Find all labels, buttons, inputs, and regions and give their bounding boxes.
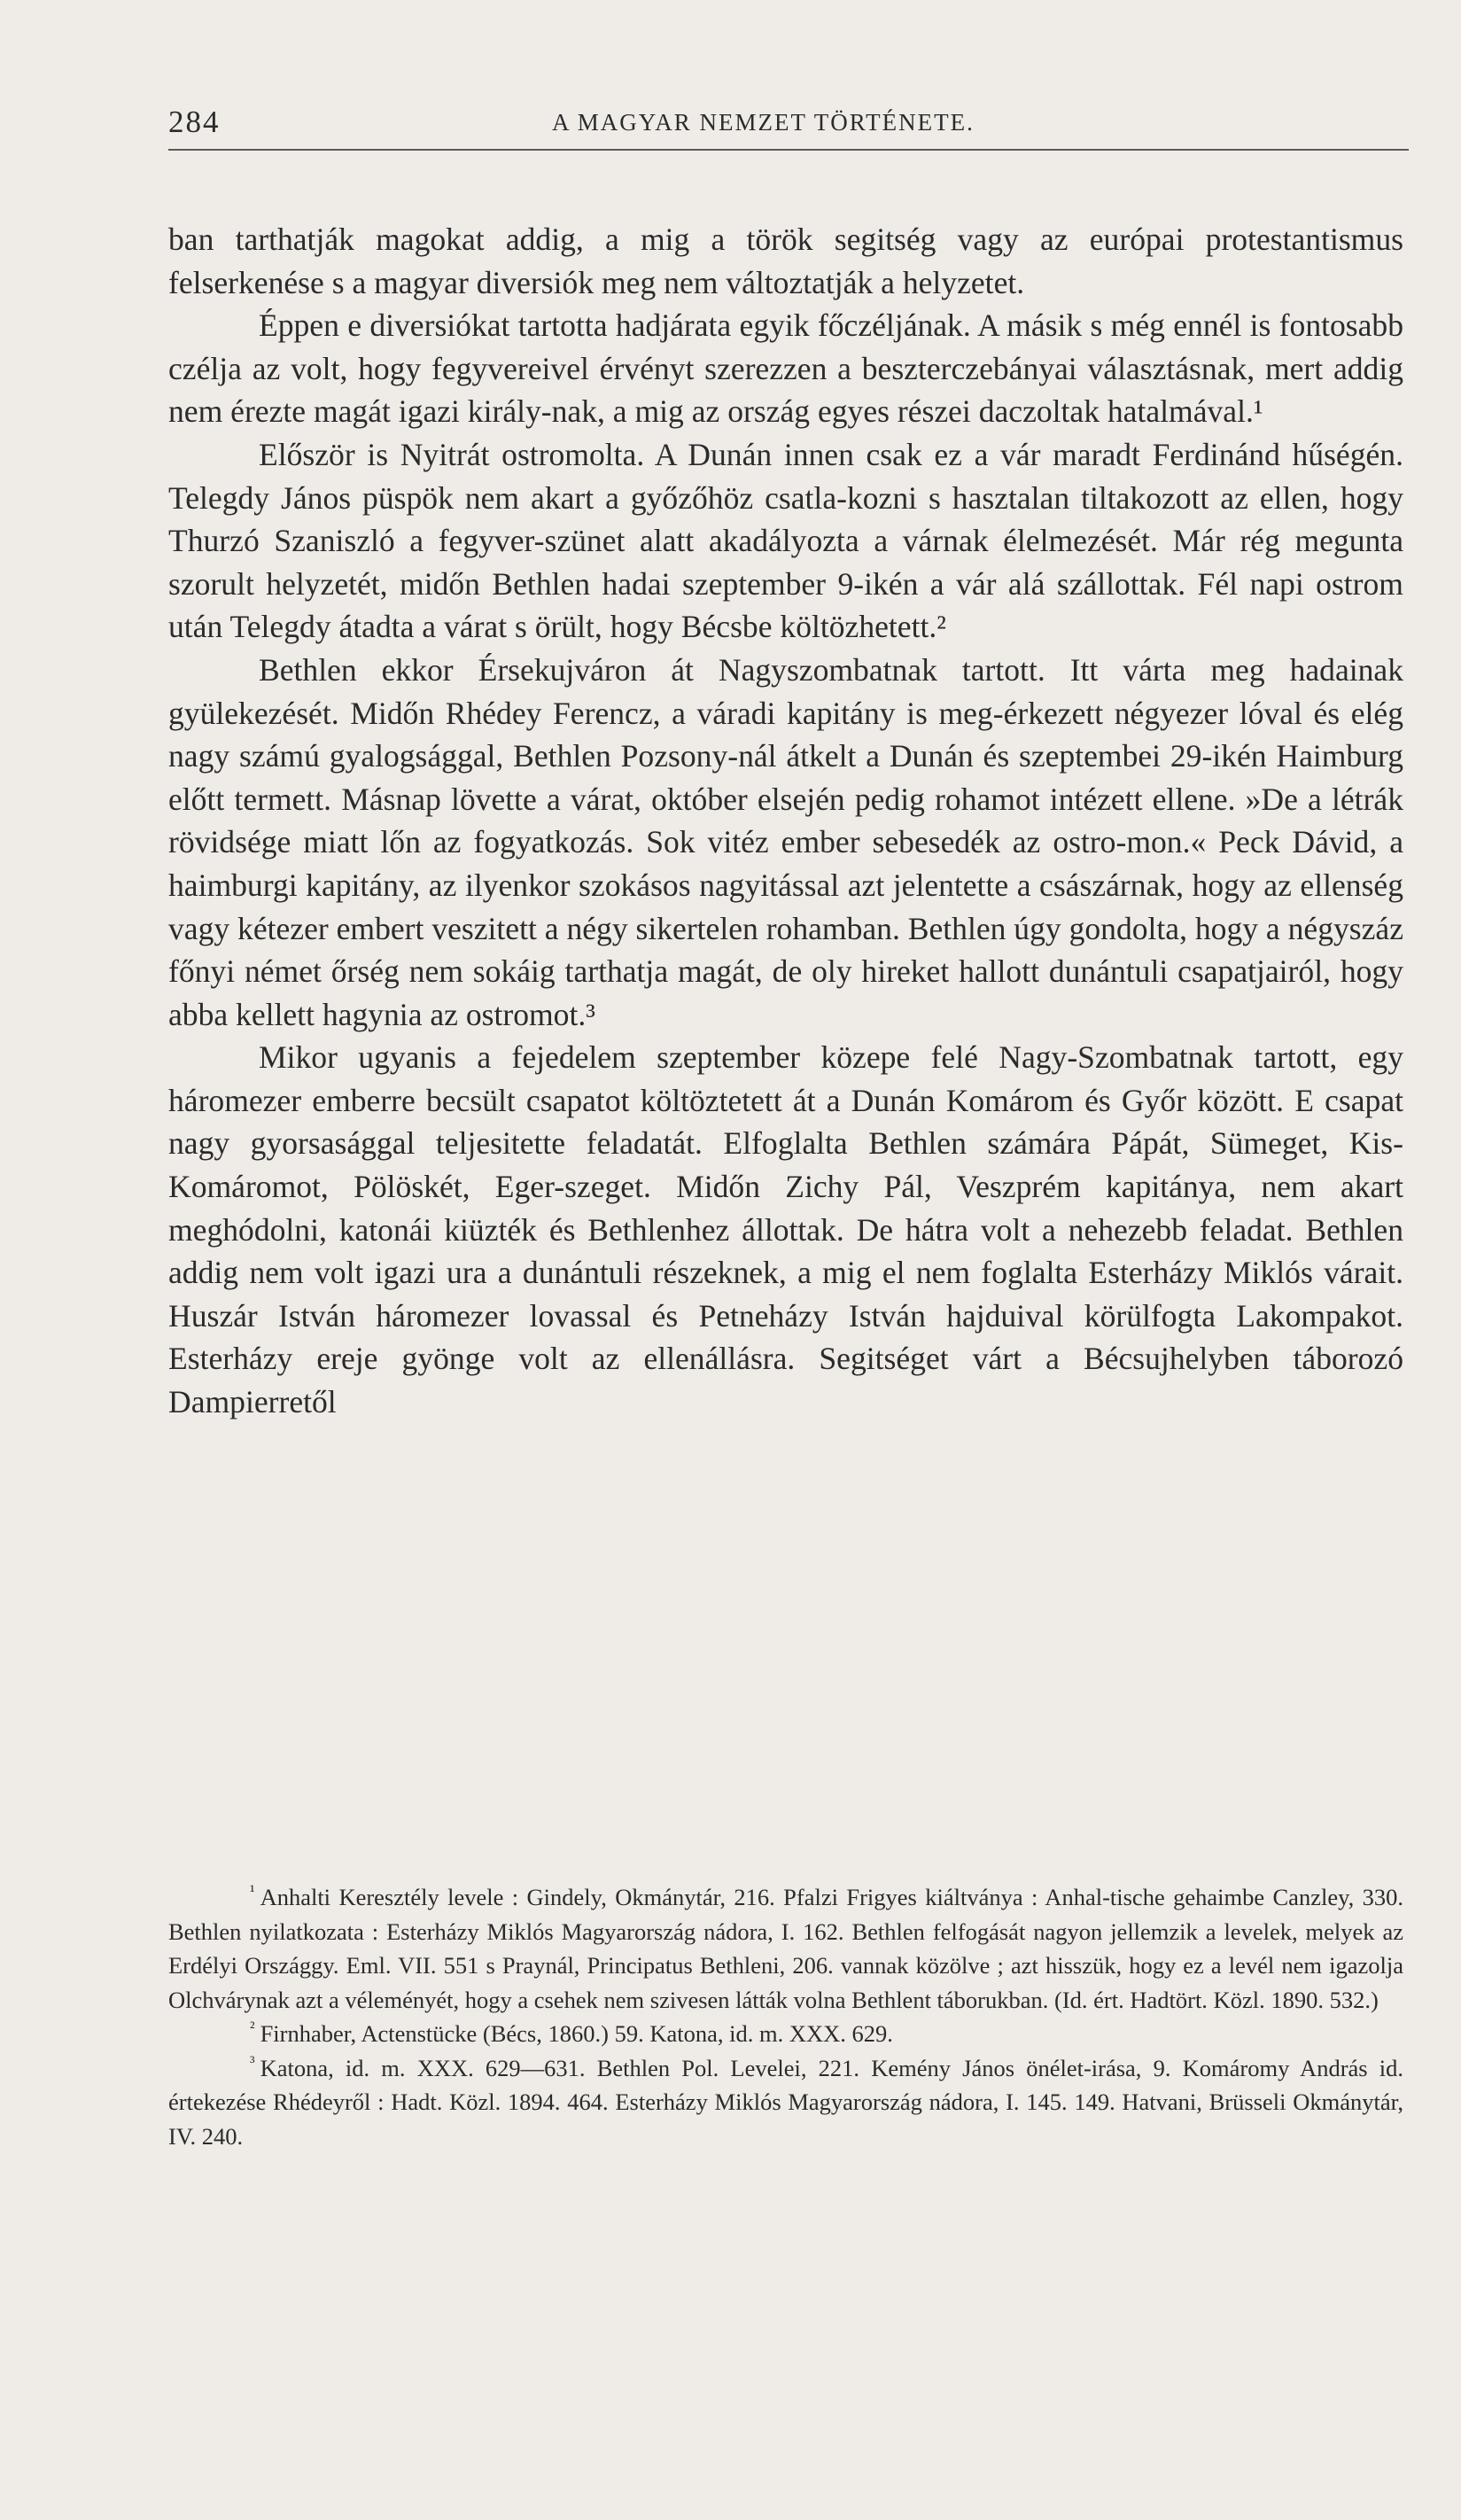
footnote — [168, 2017, 1403, 2051]
paragraph: Bethlen ekkor Érsekujváron át Nagyszombatnak tartott. Itt várta meg hadainak gyülekezését. Midőn Rhédey Ferencz, a váradi kapitány is meg-érkezett négyezer lóval és elég nagy számú gyalogsággal, Bethlen Pozsony-nál átkelt a Dunán és szeptembei 29-ikén Haimburg előtt termett. Másnap lövette a várat, október elsején pedig rohamot intézett ellene. »De a létrák rövidsége miatt lőn az fogyatkozás. Sok vitéz ember sebesedék az ostro-mon.« Peck Dávid, a haimburgi kapitány, az ilyenkor szokásos nagyitással azt jelentette a császárnak, hogy az ellenség vagy kétezer embert veszitett a négy sikertelen rohamban. Bethlen úgy gondolta, hogy a négyszáz főnyi német őrség nem sokáig tarthatja magát, de oly hireket hallott dunántuli csapatjairól, hogy abba kellett hagynia az ostromot.³ — [168, 651, 1403, 1032]
footnote-text: Anhalti Keresztély levele : Gindely, Okmánytár, 216. Pfalzi Frigyes kiáltványa : Anhal-tische gehaimbe Canzley, 330. Bethlen nyilatkozata : Esterházy Miklós Magyarország nádora, I. 162. Bethlen felfogását nagyon jellemzik a levelek, melyek az Erdélyi Országgy. Eml. VII. 551 s Praynál, Principatus Bethleni, 206. vannak közölve ; azt hisszük, hogy ez a levél nem igazolja Olchvárynak azt a véleményét, hogy a csehek nem szivesen látták volna Bethlent táborukban. (Id. ért. Hadtört. Közl. 1890. 532.) — [168, 1884, 1403, 2013]
paragraph: Éppen e diversiókat tartotta hadjárata egyik főczéljának. A másik s még ennél is fontosabb czélja az volt, hogy fegyvereivel érvényt szerezzen a beszterczebányai választásnak, mert addig nem érezte magát igazi király-nak, a mig az ország egyes részei daczoltak hatalmával.¹ — [168, 307, 1403, 430]
footnote-marker: ³ — [250, 2052, 255, 2072]
footnote-marker: ¹ — [250, 1882, 255, 1902]
footnote — [168, 1880, 1403, 2017]
paragraph: Mikor ugyanis a fejedelem szeptember közepe felé Nagy-Szombatnak tartott, egy háromezer emberre becsült csapatot költöztetett át a Dunán Komárom és Győr között. E csapat nagy gyorsasággal teljesitette feladatát. Elfoglalta Bethlen számára Pápát, Sümeget, Kis-Komáromot, Pölöskét, Eger-szeget. Midőn Zichy Pál, Veszprém kapitánya, nem akart meghódolni, katonái kiüzték és Bethlenhez állottak. De hátra volt a nehezebb feladat. Bethlen addig nem volt igazi ura a dunántuli részeknek, a mig el nem foglalta Esterházy Miklós várait. Huszár István háromezer lovassal és Petneházy István hajduival körülfogta Lakompakot. Esterházy ereje gyönge volt az ellenállásra. Segitséget várt a Bécsujhelyben táborozó Dampierretől — [168, 1039, 1403, 1420]
paragraph: Először is Nyitrát ostromolta. A Dunán innen csak ez a vár maradt Ferdinánd hűségén. Telegdy János püspök nem akart a győzőhöz csatla-kozni s hasztalan tiltakozott az ellen, hogy Thurzó Szaniszló a fegyver-szünet alatt akadályozta a várnak élelmezését. Már rég megunta szorult helyzetét, midőn Bethlen hadai szeptember 9-ikén a vár alá szállottak. Fél napi ostrom után Telegdy átadta a várat s örült, hogy Bécsbe költözhetett.² — [168, 436, 1403, 645]
page-number: 284 — [168, 105, 221, 139]
footnote-marker: ² — [250, 2018, 255, 2038]
paragraph: ban tarthatják magokat addig, a mig a török segitség vagy az európai protestantismus felserkenése s a magyar diversiók meg nem változtatják a helyzetet. — [168, 222, 1403, 300]
footnote-text: Katona, id. m. XXX. 629—631. Bethlen Pol. Levelei, 221. Kemény János önélet-irása, 9. Komáromy András id. értekezése Rhédeyről : Hadt. Közl. 1894. 464. Esterházy Miklós Magyarország nádora, I. 145. 149. Hatvani, Brüsseli Okmánytár, IV. 240. — [168, 2054, 1403, 2150]
body-text — [168, 218, 1403, 1424]
running-title: A MAGYAR NEMZET TÖRTÉNETE. — [552, 109, 975, 136]
page-header — [168, 105, 1409, 151]
footnote-text: Firnhaber, Actenstücke (Bécs, 1860.) 59. Katona, id. m. XXX. 629. — [260, 2020, 893, 2047]
footnotes — [168, 1880, 1403, 2153]
footnote — [168, 2051, 1403, 2154]
